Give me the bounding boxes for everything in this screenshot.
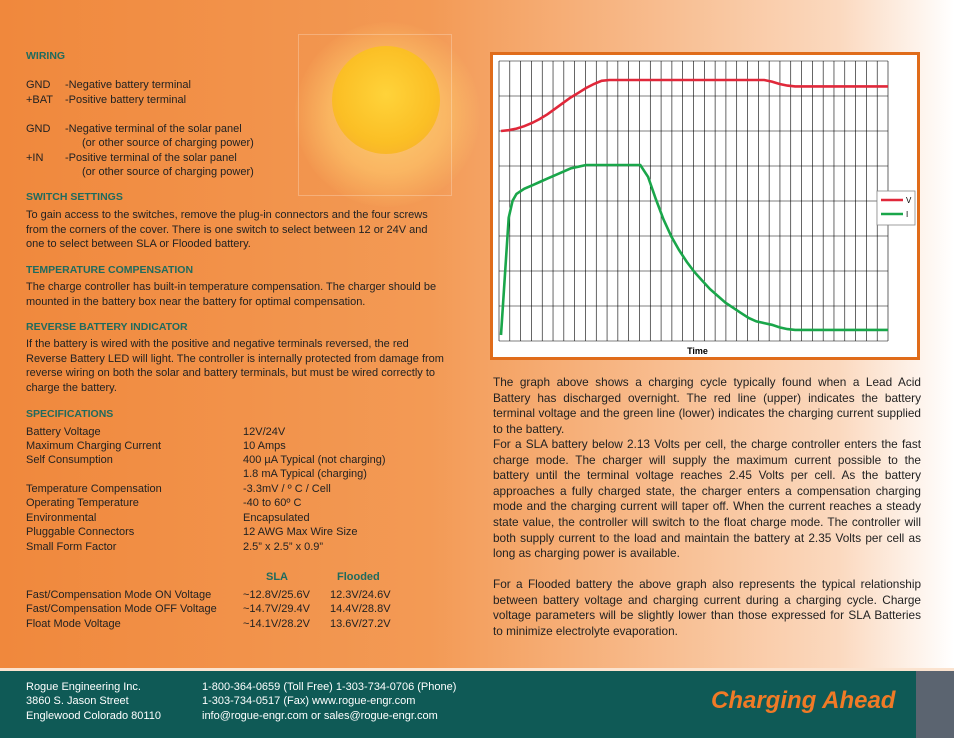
flooded-description: For a Flooded battery the above graph also represents the typical relationship between battery voltage and charging current during a charging cycle. Charge voltage parameters will be slightly lower than those expressed for SLA Batteries to minimize electrolyte evaporation. — [493, 577, 921, 638]
spec-label: Operating Temperature — [26, 497, 139, 509]
wiring-desc: -Negative terminal of the solar panel — [65, 123, 242, 135]
mode-flooded: 14.4V/28.8V — [330, 603, 391, 615]
wiring-term: +BAT — [26, 94, 54, 106]
mode-flooded: 12.3V/24.6V — [330, 589, 391, 601]
series-line-V — [501, 80, 888, 131]
text-line: charge the battery. — [26, 381, 117, 394]
spec-value: -40 to 60º C — [243, 497, 302, 509]
temp-heading: TEMPERATURE COMPENSATION — [26, 264, 194, 276]
spec-label: Self Consumption — [26, 454, 113, 466]
flooded-column-head: Flooded — [337, 571, 380, 583]
company-name: Rogue Engineering Inc. — [26, 681, 141, 693]
spec-value: 1.8 mA Typical (charging) — [243, 468, 367, 480]
spec-value: 2.5” x 2.5” x 0.9” — [243, 541, 324, 553]
text-line: from the corners of the cover. There is one switch to select between 12 or 24V and — [26, 223, 428, 236]
text-line: reverse wiring on both the solar and battery terminals, but must be wired correctly to — [26, 367, 436, 379]
switch-text — [26, 208, 428, 252]
wiring-desc: -Positive terminal of the solar panel — [65, 152, 237, 164]
specs-heading: SPECIFICATIONS — [26, 408, 114, 420]
slogan: Charging Ahead — [711, 687, 896, 714]
wiring-heading: WIRING — [26, 50, 66, 62]
spec-label: Temperature Compensation — [26, 483, 162, 495]
spec-value: 400 µA Typical (not charging) — [243, 454, 386, 466]
text-line: mounted in the battery box near the battery for optimal compensation. — [26, 295, 366, 308]
graph-description: The graph above shows a charging cycle typically found when a Lead Acid Battery has discharged overnight. The red line (upper) indicates the battery terminal voltage and the green line (lower) indicates the charging current supplied to the battery. — [493, 375, 921, 436]
legend-label-I: I — [906, 210, 909, 219]
switch-heading: SWITCH SETTINGS — [26, 191, 123, 203]
sun-frame — [298, 34, 452, 196]
spec-label: Environmental — [26, 512, 97, 524]
temp-text — [26, 280, 436, 309]
wiring-term: GND — [26, 123, 51, 135]
chart-svg — [493, 55, 917, 357]
street-address: 3860 S. Jason Street — [26, 695, 129, 707]
spec-value: 12 AWG Max Wire Size — [243, 526, 358, 538]
spec-label: Maximum Charging Current — [26, 440, 162, 452]
wiring-desc: -Negative battery terminal — [65, 79, 191, 91]
text-line: The charge controller has built-in temperature compensation. The charger should be — [26, 281, 437, 293]
wiring-term: +IN — [26, 152, 44, 164]
phone-numbers: 1-800-364-0659 (Toll Free) 1-303-734-0706 (Phone) — [202, 681, 457, 693]
x-axis-label: Time — [687, 346, 708, 356]
wiring-term: GND — [26, 79, 51, 91]
charging-cycle-chart — [490, 52, 920, 360]
spec-label: Small Form Factor — [26, 541, 117, 553]
mode-flooded: 13.6V/27.2V — [330, 618, 391, 630]
mode-sla: ~14.7V/29.4V — [243, 603, 310, 615]
series-line-I — [501, 165, 888, 335]
spec-value: Encapsulated — [243, 512, 310, 524]
mode-label: Float Mode Voltage — [26, 618, 121, 630]
footer-accent-bar — [916, 671, 954, 738]
mode-label: Fast/Compensation Mode OFF Voltage — [26, 603, 217, 615]
spec-label: Battery Voltage — [26, 426, 101, 438]
spec-value: -3.3mV / º C / Cell — [243, 483, 331, 495]
text-line: To gain access to the switches, remove the plug-in connectors and the four screws — [26, 209, 428, 221]
text-line: one to select between SLA or Flooded battery. — [26, 238, 251, 250]
wiring-desc: (or other source of charging power) — [82, 137, 254, 149]
text-line: Reverse Battery LED will light. The controller is internally protected from damage from — [26, 352, 444, 365]
mode-sla: ~14.1V/28.2V — [243, 618, 310, 630]
mode-sla: ~12.8V/25.6V — [243, 589, 310, 601]
footer — [0, 671, 954, 738]
city-address: Englewood Colorado 80110 — [26, 710, 161, 722]
spec-value: 10 Amps — [243, 440, 286, 452]
wiring-desc: -Positive battery terminal — [65, 94, 187, 106]
spec-label: Pluggable Connectors — [26, 526, 135, 538]
sla-column-head: SLA — [266, 571, 288, 583]
sla-description: For a SLA battery below 2.13 Volts per cell, the charge controller enters the fast charge mode. The charger will supply the maximum current possible to the battery until the terminal voltage reaches 2.45 Volts per cell. As the battery approaches a fully charged state, the charger enters a compensation charging mode and the charging current will taper off. When the current reaches a steady state value, the controller will switch to the float charge mode. The controller will both supply current to the load and maintain the battery at 2.35 Volts per cell as long as charging power is available. — [493, 437, 921, 561]
fax-website: 1-303-734-0517 (Fax) www.rogue-engr.com — [202, 695, 416, 707]
email-contacts: info@rogue-engr.com or sales@rogue-engr.com — [202, 710, 438, 722]
text-line: If the battery is wired with the positive and negative terminals reversed, the red — [26, 338, 409, 350]
mode-label: Fast/Compensation Mode ON Voltage — [26, 589, 212, 601]
reverse-text — [26, 337, 444, 395]
reverse-heading: REVERSE BATTERY INDICATOR — [26, 321, 188, 333]
spec-value: 12V/24V — [243, 426, 286, 438]
legend-label-V: V — [906, 196, 912, 205]
wiring-desc: (or other source of charging power) — [82, 166, 254, 178]
